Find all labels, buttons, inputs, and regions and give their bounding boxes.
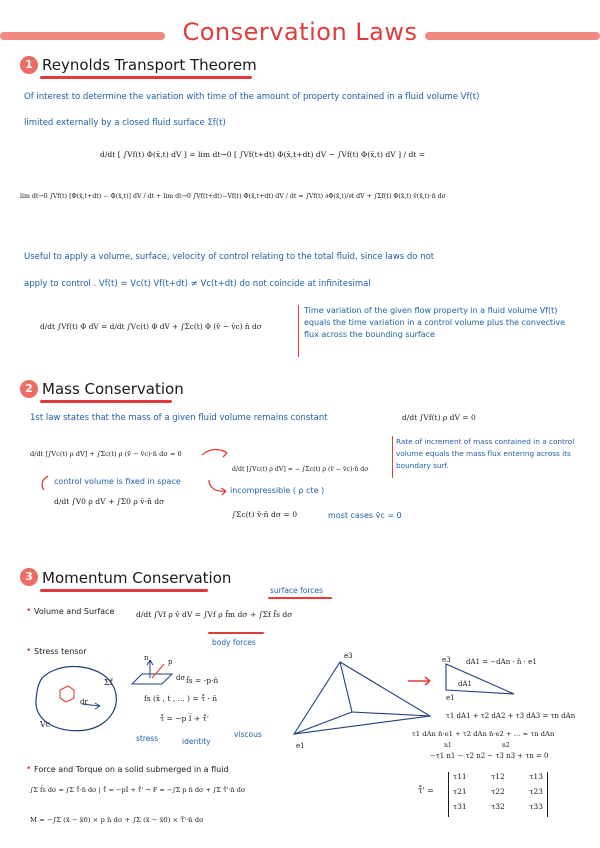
mass-fixed-label: control volume is fixed in space: [54, 477, 181, 486]
section-number-3: 3: [20, 568, 38, 586]
tensor-label: τ̄̄' =: [418, 786, 434, 795]
force-label: Force and Torque on a solid submerged in a fluid: [34, 765, 229, 774]
momentum-volume-surface-label: Volume and Surface: [34, 607, 115, 616]
rtt-note: Time variation of the given flow property in a fluid volume Vf(t) equals the time variation in a control volume plus the convective flux across the bounding surface: [304, 306, 566, 339]
page-title: Conservation Laws: [182, 18, 418, 46]
mass-law-equation: d/dt ∫Vf(t) ρ dV = 0: [402, 413, 476, 422]
face-label-e3: e3: [442, 656, 451, 664]
bullet-force: •: [26, 764, 32, 774]
fs-equation-1: f̄s = -p·n̄: [186, 676, 219, 685]
section-title-momentum: Momentum Conservation: [42, 569, 232, 587]
momentum-stress-label: Stress tensor: [34, 647, 87, 656]
mass-incompressible-equation: ∫Σc(t) v̄·n̄ dσ = 0: [232, 510, 298, 519]
mass-fixed-equation: d/dt ∫V0 ρ dV + ∫Σ0 ρ v̄·n̄ dσ: [54, 497, 165, 506]
tensor-cell: τ12: [491, 772, 505, 781]
mass-equation-2: d/dt [∫Vc(t) ρ dV] = − ∫Σc(t) ρ (v̄ − v̄c)·n̄ dσ: [232, 466, 369, 473]
tetra-equation-3: −τ1 n1 − τ2 n2 − τ3 n3 + τn = 0: [430, 752, 549, 760]
body-forces-underline: [208, 632, 264, 634]
label-sf: Σf: [104, 678, 113, 687]
tensor-cell: τ33: [529, 802, 543, 811]
fs-equation-2: fs (x̄ , t , ... ) = τ̄̄ · n̄: [144, 694, 218, 703]
mass-arrow-right: [200, 446, 230, 460]
rtt-equation-2: lim dt→0 ∫Vf(t) [Φ(x̄,t+dt) − Φ(x̄,t)] dV / dt + lim dt→0 ∫Vf(t+dt)−Vf(t) Φ(x̄,t+dt) dV / dt = ∫Vf(t) ∂Φ(x̄,t)/∂t dV + ∫Σf(t) Φ(x̄,t) v̄(x̄,t)·n̄ dσ: [20, 193, 446, 200]
rtt-useful-line2: apply to control . Vf(t) = Vc(t) Vf(t+dt) ≠ Vc(t+dt) do not coincide at infinitesimal: [24, 279, 371, 289]
tau-equation: τ̄̄ = −p I̅ + τ̄̄': [160, 714, 209, 723]
rtt-useful-line1: Useful to apply a volume, surface, velocity of control relating to the total fluid, since laws do not: [24, 252, 435, 262]
tetra-label-n2: n2: [502, 742, 510, 749]
mass-arrow-incompressible: [206, 478, 230, 496]
tensor-cell: τ32: [491, 802, 505, 811]
tensor-cell: τ21: [453, 787, 467, 796]
rtt-intro-line2: limited externally by a closed fluid surface Σf(t): [24, 118, 226, 128]
momentum-body-forces: body forces: [212, 638, 256, 647]
bullet-stress: •: [26, 646, 32, 656]
label-dsigma: dσ: [176, 674, 186, 682]
force-equation: ∫Σ f̄s dσ = ∫Σ τ̄̄·n̄ dσ | τ̄̄ = −pI̅ + τ̄̄' → F = −∫Σ p n̄ dσ + ∫Σ τ̄̄'·n̄ dσ: [30, 786, 246, 794]
tetra-label-n1: n1: [444, 742, 452, 749]
word-identity: identity: [182, 737, 211, 746]
tetra-arrow: [406, 676, 434, 686]
word-viscous: viscous: [234, 730, 262, 739]
rtt-equation-3: d/dt ∫Vf(t) Φ dV = d/dt ∫Vc(t) Φ dV + ∫Σc(t) Φ (v̄ − v̄c) n̄ dσ: [40, 322, 262, 331]
mass-arrow-down: [38, 474, 52, 492]
tetra-equation-2: τ1 dAn n̄·e1 + τ2 dAn n̄·e2 + ... = τn dAn: [412, 730, 555, 738]
section-number-2: 2: [20, 380, 38, 398]
mass-incompressible-label: incompressible ( ρ cte ): [230, 486, 325, 495]
tensor-cell: τ22: [491, 787, 505, 796]
tensor-cell: τ13: [529, 772, 543, 781]
section-title-mass: Mass Conservation: [42, 380, 184, 398]
rtt-intro-line1: Of interest to determine the variation with time of the amount of property contained in a fluid volume Vf(t): [24, 92, 480, 102]
tensor-cell: τ11: [453, 772, 467, 781]
section-underline-2: [40, 400, 172, 403]
dA-equation: dA1 = −dAn · n̄ · e1: [466, 658, 537, 666]
mass-note-divider: [392, 436, 393, 478]
tensor-cell: τ31: [453, 802, 467, 811]
mass-law-line: 1st law states that the mass of a given fluid volume remains constant: [30, 413, 328, 423]
face-label-e1: e1: [446, 694, 455, 702]
mass-note: Rate of increment of mass contained in a control volume equals the mass flux entering across its boundary surf.: [396, 437, 575, 470]
label-dr: dr: [80, 698, 88, 706]
mass-most-cases: most cases v̄c = 0: [328, 511, 402, 520]
torque-equation: M = −∫Σ (x̄ − x̄0) × p n̄ dσ + ∫Σ (x̄ − x̄0) × τ̄̄'·n̄ dσ: [30, 816, 204, 824]
word-stress: stress: [136, 734, 159, 743]
tensor-matrix: [448, 772, 548, 817]
label-vc: Vc: [40, 720, 51, 729]
section-number-1: 1: [20, 56, 38, 74]
tetra-equation-1: τ1 dA1 + τ2 dA2 + τ3 dA3 = τn dAn: [446, 712, 576, 720]
section-underline-3: [40, 589, 208, 592]
rtt-note-divider: [298, 305, 299, 357]
section-underline-1: [40, 76, 252, 79]
bullet-volume-surface: •: [26, 606, 32, 616]
label-n: n: [144, 654, 149, 662]
tet-label-e1: e1: [296, 742, 305, 750]
rtt-equation-1: d/dt [ ∫Vf(t) Φ(x̄,t) dV ] = lim dt→0 [ ∫Vf(t+dt) Φ(x̄,t+dt) dV − ∫Vf(t) Φ(x̄,t) dV ] / dt =: [100, 150, 426, 159]
face-label-dA1: dA1: [458, 680, 472, 688]
label-p: p: [168, 658, 173, 666]
surface-forces-underline: [268, 597, 332, 599]
mass-equation-1: d/dt [∫Vc(t) ρ dV] + ∫Σc(t) ρ (v̄ − v̄c)·n̄ dσ = 0: [30, 450, 182, 458]
momentum-surface-forces: surface forces: [270, 586, 323, 595]
section-title-rtt: Reynolds Transport Theorem: [42, 56, 257, 74]
momentum-volume-surface-equation: d/dt ∫Vf ρ v̄ dV = ∫Vf ρ f̄m dσ + ∫Σf f̄s dσ: [136, 610, 293, 619]
tet-label-e3: e3: [344, 652, 353, 660]
tensor-cell: τ23: [529, 787, 543, 796]
